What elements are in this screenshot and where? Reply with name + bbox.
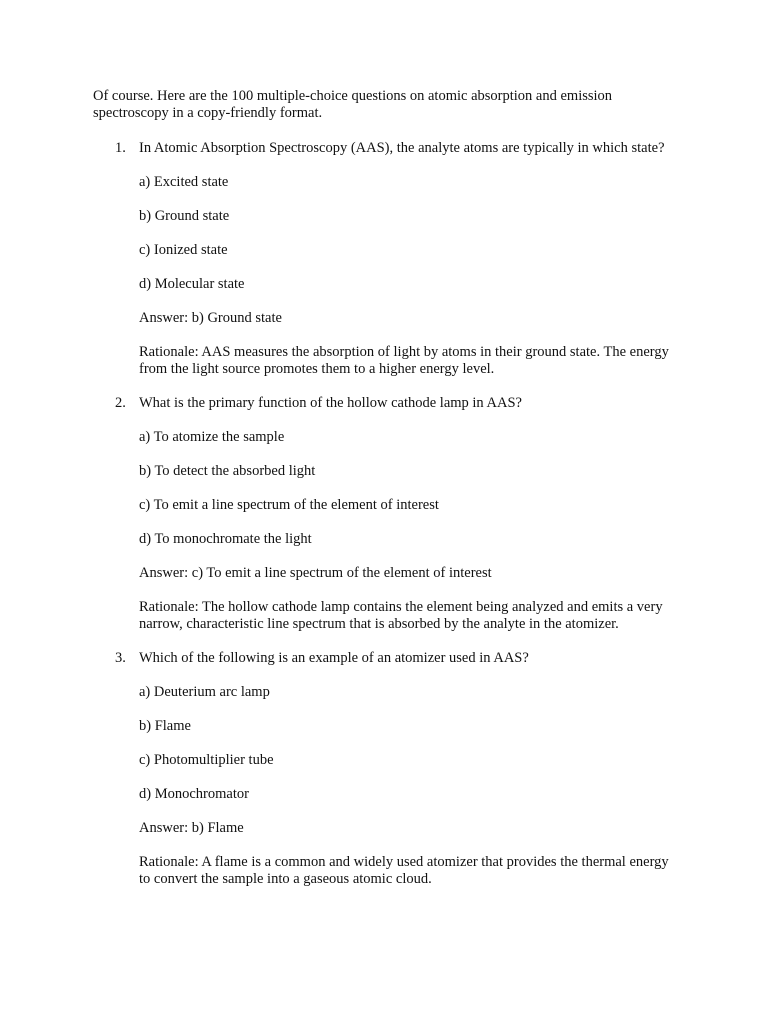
answer-line: Answer: b) Ground state (139, 310, 282, 326)
answer-line: Answer: b) Flame (139, 820, 244, 836)
question-number: 1. (115, 140, 126, 156)
answer-option: c) To emit a line spectrum of the element of interest (139, 497, 439, 513)
answer-option: b) To detect the absorbed light (139, 463, 316, 479)
document-page (93, 88, 683, 905)
question-text: Which of the following is an example of an atomizer used in AAS? (139, 650, 529, 666)
answer-option: a) To atomize the sample (139, 429, 285, 445)
question-text: In Atomic Absorption Spectroscopy (AAS), the analyte atoms are typically in which state? (139, 140, 665, 156)
rationale-text: Rationale: The hollow cathode lamp contains the element being analyzed and emits a very narrow, characteristic line spectrum that is absorbed by the analyte in the atomizer. (139, 599, 663, 632)
answer-option: c) Ionized state (139, 242, 228, 258)
question-text: What is the primary function of the hollow cathode lamp in AAS? (139, 395, 522, 411)
answer-option: d) To monochromate the light (139, 531, 312, 547)
question-number: 3. (115, 650, 126, 666)
question-item (93, 650, 683, 888)
rationale-text: Rationale: A flame is a common and widely used atomizer that provides the thermal energy to convert the sample into a gaseous atomic cloud. (139, 854, 669, 887)
answer-option: b) Flame (139, 718, 191, 734)
answer-option: b) Ground state (139, 208, 230, 224)
rationale-text: Rationale: AAS measures the absorption of light by atoms in their ground state. The energy from the light source promotes them to a higher energy level. (139, 344, 669, 377)
question-item (93, 140, 683, 378)
question-item (93, 395, 683, 633)
answer-option: d) Monochromator (139, 786, 249, 802)
question-number: 2. (115, 395, 126, 411)
answer-option: d) Molecular state (139, 276, 245, 292)
intro-paragraph: Of course. Here are the 100 multiple-choice questions on atomic absorption and emission spectroscopy in a copy-friendly format. (93, 88, 613, 121)
answer-option: a) Deuterium arc lamp (139, 684, 270, 700)
answer-line: Answer: c) To emit a line spectrum of the element of interest (139, 565, 492, 581)
answer-option: c) Photomultiplier tube (139, 752, 274, 768)
answer-option: a) Excited state (139, 174, 229, 190)
